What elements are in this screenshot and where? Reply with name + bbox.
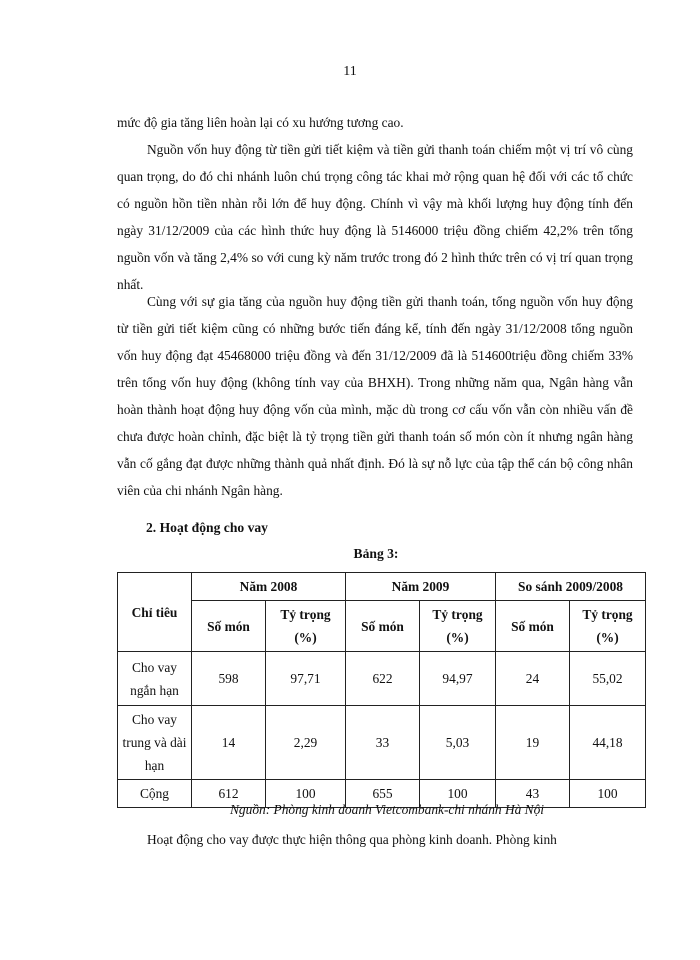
header-year-2009: Năm 2009	[346, 573, 496, 601]
paragraph-intro-text: mức độ gia tăng liên hoàn lại có xu hướng tương cao.	[117, 115, 404, 130]
cell-count-compare: 19	[496, 706, 570, 780]
header-compare: So sánh 2009/2008	[496, 573, 646, 601]
page-number: 11	[343, 64, 357, 79]
cell-share-2008: 100	[266, 780, 346, 808]
paragraph-lending-intro-text: Hoạt động cho vay được thực hiện thông qua phòng kinh doanh. Phòng kinh	[147, 832, 557, 847]
header-share-2009: Tỷ trọng (%)	[420, 601, 496, 652]
header-count-compare: Số món	[496, 601, 570, 652]
cell-count-2008: 14	[192, 706, 266, 780]
table-row-short-term	[118, 652, 646, 706]
cell-share-2009: 94,97	[420, 652, 496, 706]
paragraph-deposit-importance-text: Nguồn vốn huy động từ tiền gửi tiết kiệm và tiền gửi thanh toán chiếm một vị trí vô cùng quan trọng, do đó chi nhánh luôn chú trọng công tác khai mở rộng quan hệ đối với các tổ chức có nguồn hồn tiền nhàn rỗi lớn để huy động. Chính vì vậy mà khối lượng huy động tính đến ngày 31/12/2009 của các hình thức huy động là 5146000 triệu đồng chiếm 42,2% trên tổng nguồn vốn và tăng 2,4% so với cung kỳ năm trước trong đó 2 hình thức trên có vị trí quan trọng nhất.	[117, 142, 633, 292]
paragraph-savings-growth	[117, 288, 633, 504]
cell-label: Cộng	[118, 780, 192, 808]
cell-label: Cho vay ngắn hạn	[118, 652, 192, 706]
section-heading-lending: 2. Hoạt động cho vay	[146, 520, 268, 535]
table-header-row	[118, 573, 646, 601]
cell-count-2008: 612	[192, 780, 266, 808]
header-share-compare: Tỷ trọng (%)	[570, 601, 646, 652]
cell-count-2008: 598	[192, 652, 266, 706]
cell-share-2009: 100	[420, 780, 496, 808]
header-share-2008: Tỷ trọng (%)	[266, 601, 346, 652]
cell-share-compare: 100	[570, 780, 646, 808]
table-subheader-row	[118, 601, 646, 652]
paragraph-deposit-importance	[117, 136, 633, 298]
lending-table	[117, 572, 646, 808]
cell-share-2008: 97,71	[266, 652, 346, 706]
cell-count-2009: 33	[346, 706, 420, 780]
cell-count-2009: 655	[346, 780, 420, 808]
paragraph-lending-intro	[117, 826, 633, 853]
table-row-medium-long-term	[118, 706, 646, 780]
paragraph-savings-growth-text: Cùng với sự gia tăng của nguồn huy động tiền gửi thanh toán, tổng nguồn vốn huy động từ tiền gửi tiết kiệm cũng có những bước tiến đáng kể, tính đến ngày 31/12/2008 tổng nguồn vốn huy động đạt 45468000 triệu đồng và đến 31/12/2009 đã là 514600triệu đồng chiếm 33% trên tổng vốn huy động (không tính vay của BHXH). Trong những năm qua, Ngân hàng vẫn hoàn thành hoạt động huy động vốn của mình, mặc dù trong cơ cấu vốn vẫn còn nhiều vấn đề chưa được hoàn chỉnh, đặc biệt là tỷ trọng tiền gửi thanh toán số món còn ít nhưng ngân hàng vẫn cố gắng đạt được những thành quả nhất định. Đó là sự nỗ lực của tập thể cán bộ công nhân viên của chi nhánh Ngân hàng.	[117, 294, 633, 498]
header-year-2008: Năm 2008	[192, 573, 346, 601]
header-count-2008: Số món	[192, 601, 266, 652]
cell-share-2008: 2,29	[266, 706, 346, 780]
header-indicator: Chỉ tiêu	[118, 573, 192, 652]
cell-count-compare: 24	[496, 652, 570, 706]
cell-count-2009: 622	[346, 652, 420, 706]
header-count-2009: Số món	[346, 601, 420, 652]
cell-share-compare: 44,18	[570, 706, 646, 780]
cell-share-compare: 55,02	[570, 652, 646, 706]
cell-label: Cho vay trung và dài hạn	[118, 706, 192, 780]
cell-share-2009: 5,03	[420, 706, 496, 780]
table-source-note: Nguồn: Phòng kinh doanh Vietcombank-chi nhánh Hà Nội	[230, 802, 545, 817]
paragraph-intro	[117, 109, 633, 136]
cell-count-compare: 43	[496, 780, 570, 808]
table-title: Bảng 3:	[353, 546, 399, 561]
